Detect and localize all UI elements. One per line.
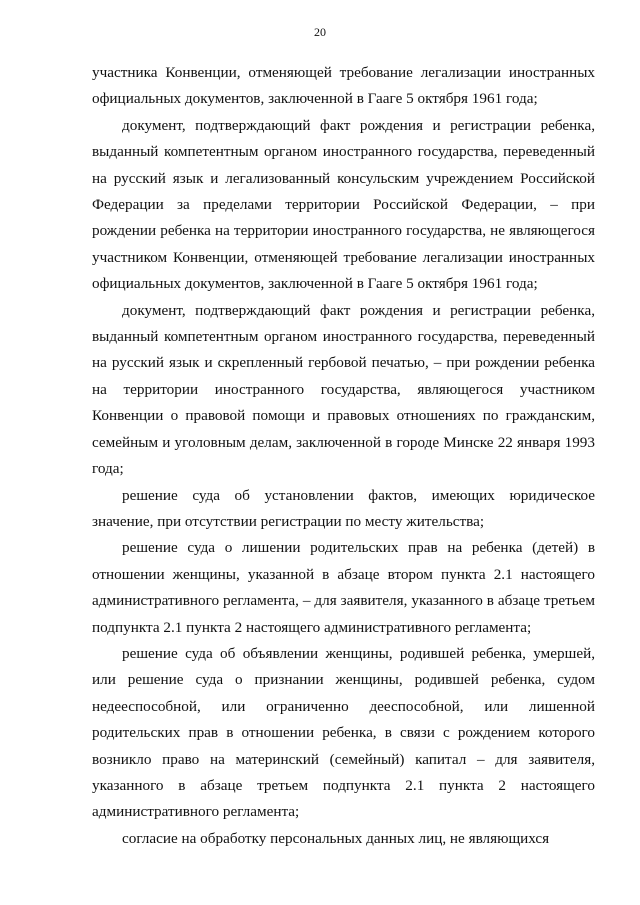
page-number: 20 bbox=[314, 25, 326, 39]
document-body bbox=[92, 60, 595, 852]
paragraph-birth-document-minsk-convention: документ, подтверждающий факт рождения и регистрации ребенка, выданный компетентным органом иностранного государства, переведенный на русский язык и скрепленный гербовой печатью, – при рождении ребенка на территории иностранного государства, являющегося участником Конвенции о правовой помощи и правовых отношениях по гражданским, семейным и уголовным делам, заключенной в городе Минске 22 января 1993 года; bbox=[92, 301, 595, 478]
paragraph-court-decision-death-incapacity: решение суда об объявлении женщины, родившей ребенка, умершей, или решение суда о признании женщины, родившей ребенка, судом недееспособной, или ограниченно дееспособной, или лишенной родительских прав в отношении ребенка, в связи с рождением которого возникло право на материнский (семейный) капитал – для заявителя, указанного в абзаце третьем подпункта 2.1 пункта 2 настоящего административного регламента; bbox=[92, 644, 595, 821]
paragraph-court-decision-facts: решение суда об установлении фактов, имеющих юридическое значение, при отсутствии регистрации по месту жительства; bbox=[92, 486, 595, 530]
paragraph-birth-document-legalized: документ, подтверждающий факт рождения и регистрации ребенка, выданный компетентным органом иностранного государства, переведенный на русский язык и легализованный консульским учреждением Российской Федерации за пределами территории Российской Федерации, – при рождении ребенка на территории иностранного государства, не являющегося участником Конвенции, отменяющей требование легализации иностранных официальных документов, заключенной в Гааге 5 октября 1961 года; bbox=[92, 116, 595, 293]
paragraph-court-decision-deprivation: решение суда о лишении родительских прав на ребенка (детей) в отношении женщины, указанной в абзаце втором пункта 2.1 настоящего административного регламента, – для заявителя, указанного в абзаце третьем подпункта 2.1 пункта 2 настоящего административного регламента; bbox=[92, 539, 595, 636]
paragraph-continuation: участника Конвенции, отменяющей требование легализации иностранных официальных документов, заключенной в Гааге 5 октября 1961 года; bbox=[92, 64, 595, 108]
paragraph-consent-personal-data: согласие на обработку персональных данных лиц, не являющихся bbox=[122, 829, 550, 847]
